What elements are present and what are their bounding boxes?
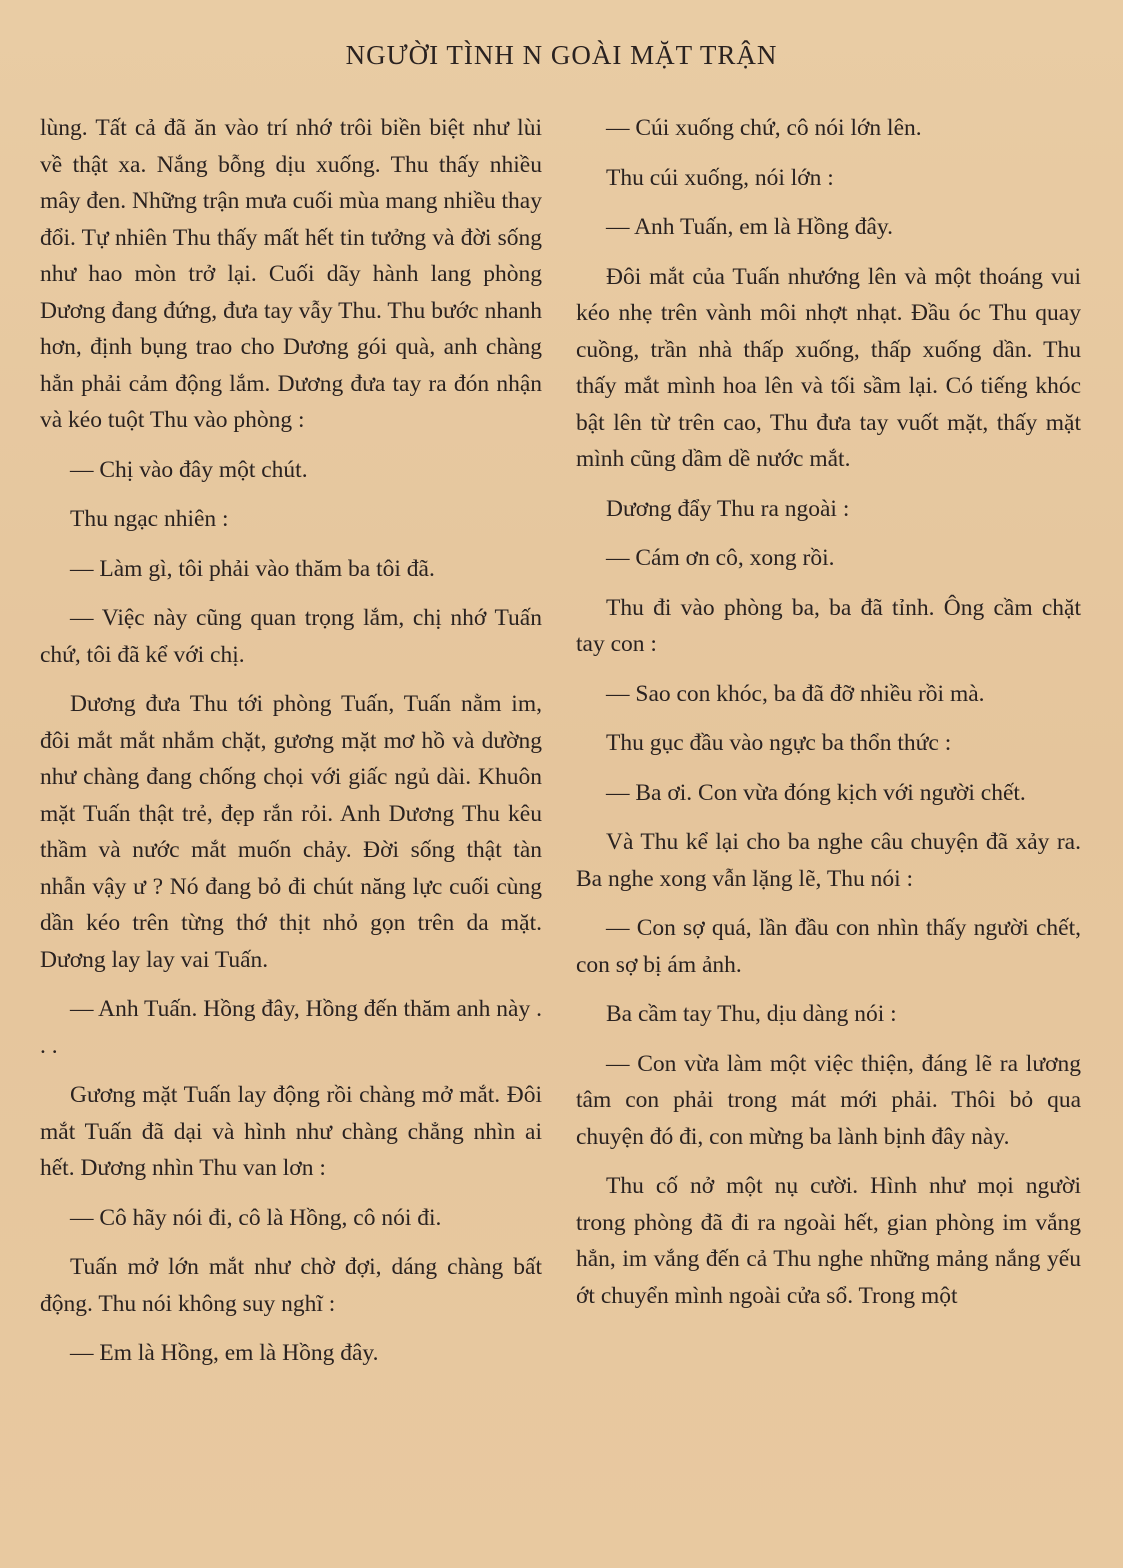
paragraph: Ba cầm tay Thu, dịu dàng nói : [606,1001,897,1027]
paragraph: Tuấn mở lớn mắt như chờ đợi, dáng chàng bất động. Thu nói không suy nghĩ : [40,1254,542,1317]
paragraph: Dương đẩy Thu ra ngoài : [606,495,850,522]
paragraph: — Anh Tuấn, em là Hồng đây. [606,214,894,240]
left-column [40,110,542,1385]
running-header: NGƯỜI TÌNH N GOÀI MẶT TRẬN [345,40,778,70]
paragraph: Dương đưa Thu tới phòng Tuấn, Tuấn nằm im, đôi mắt mắt nhắm chặt, gương mặt mơ hồ và dường như chàng đang chống chọi với giấc ngủ dài. Khuôn mặt Tuấn thật trẻ, đẹp rắn rỏi. Anh Dương Thu kêu thầm và nước mắt muốn chảy. Đời sống thật tàn nhẫn vậy ư ? Nó đang bỏ đi chút năng lực cuối cùng dần kéo trên từng thớ thịt nhỏ gọn trên da mặt. Dương lay lay vai Tuấn. [40,691,542,973]
paragraph: — Em là Hồng, em là Hồng đây. [70,1340,379,1366]
right-column [576,110,1081,1327]
paragraph: Thu gục đầu vào ngực ba thổn thức : [606,730,952,756]
paragraph: — Ba ơi. Con vừa đóng kịch với người chết. [606,779,1026,806]
paragraph: — Chị vào đây một chút. [70,456,308,483]
paragraph: — Cô hãy nói đi, cô là Hồng, cô nói đi. [70,1204,442,1231]
paragraph: — Cúi xuống chứ, cô nói lớn lên. [606,115,922,141]
paragraph: Gương mặt Tuấn lay động rồi chàng mở mắt. Đôi mắt Tuấn đã dại và hình như chàng chẳng nhìn ai hết. Dương nhìn Thu van lơn : [40,1082,542,1181]
paragraph: — Con vừa làm một việc thiện, đáng lẽ ra lương tâm con phải trong mát mới phải. Thôi bỏ qua chuyện đó đi, con mừng ba lành bịnh đây này. [576,1050,1081,1150]
paragraph: Và Thu kể lại cho ba nghe câu chuyện đã xảy ra. Ba nghe xong vẫn lặng lẽ, Thu nói : [576,829,1081,892]
paragraph: — Việc này cũng quan trọng lắm, chị nhớ Tuấn chứ, tôi đã kể với chị. [40,605,542,668]
paragraph: lùng. Tất cả đã ăn vào trí nhớ trôi biền biệt như lùi về thật xa. Nắng bỗng dịu xuống. Thu thấy nhiều mây đen. Những trận mưa cuối mùa mang nhiều thay đổi. Tự nhiên Thu thấy mất hết tin tưởng và đời sống như hao mòn trở lại. Cuối dãy hành lang phòng Dương đang đứng, đưa tay vẫy Thu. Thu bước nhanh hơn, định bụng trao cho Dương gói quà, anh chàng hẳn phải cảm động lắm. Dương đưa tay ra đón nhận và kéo tuột Thu vào phòng : [40,115,542,433]
paragraph: — Con sợ quá, lần đầu con nhìn thấy người chết, con sợ bị ám ảnh. [576,915,1081,978]
paragraph: Thu cố nở một nụ cười. Hình như mọi người trong phòng đã đi ra ngoài hết, gian phòng im vắng hẳn, im vắng đến cả Thu nghe những mảng nắng yếu ớt chuyển mình ngoài cửa sổ. Trong một [576,1173,1081,1309]
paragraph: Thu đi vào phòng ba, ba đã tỉnh. Ông cầm chặt tay con : [576,594,1081,657]
paragraph: Thu cúi xuống, nói lớn : [606,164,834,191]
paragraph: — Làm gì, tôi phải vào thăm ba tôi đã. [70,555,435,582]
paragraph: — Sao con khóc, ba đã đỡ nhiều rồi mà. [606,680,985,707]
paragraph: Thu ngạc nhiên : [70,506,229,532]
paragraph: — Anh Tuấn. Hồng đây, Hồng đến thăm anh này . . . [40,996,542,1059]
paragraph: Đôi mắt của Tuấn nhướng lên và một thoáng vui kéo nhẹ trên vành môi nhợt nhạt. Đầu óc Thu quay cuồng, trần nhà thấp xuống, thấp xuống dần. Thu thấy mắt mình hoa lên và tối sầm lại. Có tiếng khóc bật lên từ trên cao, Thu đưa tay vuốt mặt, thấy mặt mình cũng dầm dề nước mắt. [576,263,1081,472]
paragraph: — Cám ơn cô, xong rồi. [606,545,835,571]
